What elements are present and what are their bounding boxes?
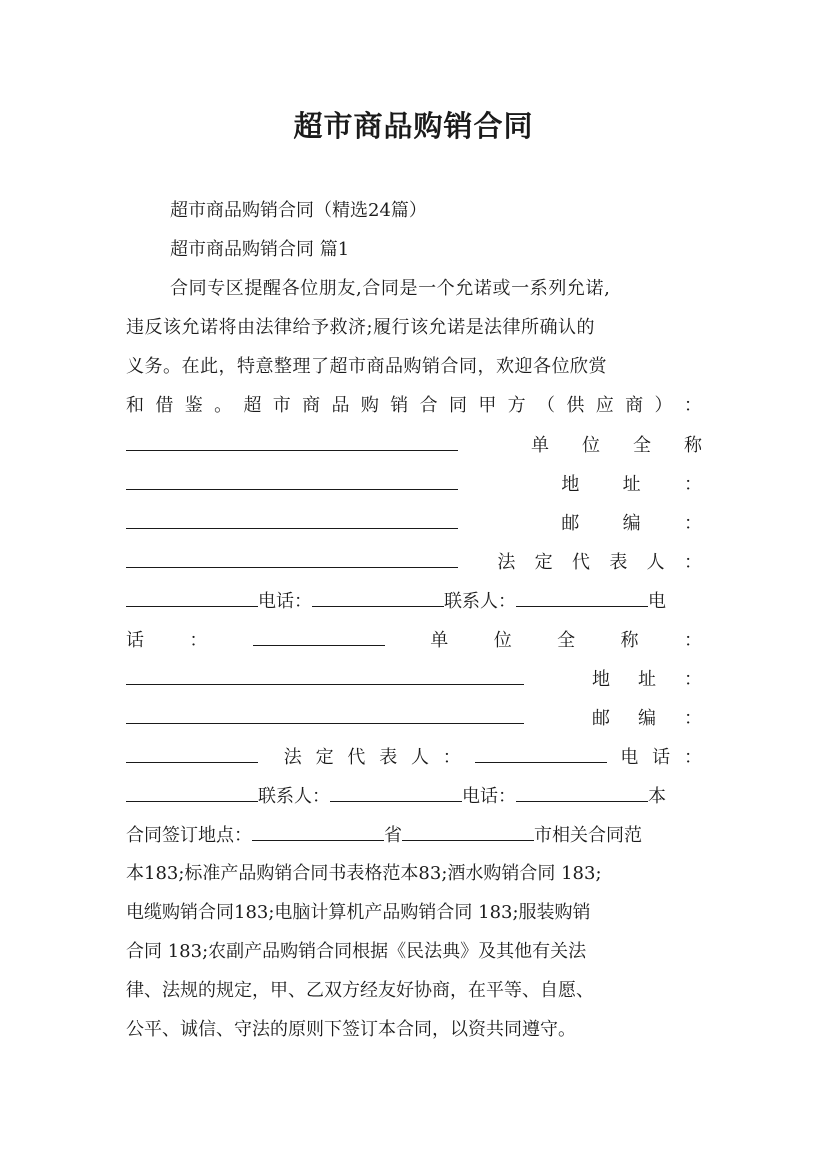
fill-blank[interactable] (252, 820, 384, 841)
char: ： (684, 708, 702, 729)
paragraph-line: 公平、诚信、守法的原则下签订本合同，以资共同遵守。 (126, 1019, 576, 1040)
paragraph-line: 电缆购销合同183;电脑计算机产品购销合同 183;服装购销 (126, 902, 591, 923)
contact-label: 联系人： (258, 786, 330, 807)
fill-blank[interactable] (126, 703, 524, 724)
char: 单 (430, 630, 449, 651)
char: 址 (622, 474, 641, 495)
fill-blank[interactable] (330, 781, 462, 802)
phone-label: 电话： (462, 786, 516, 807)
char: 表 (379, 747, 398, 768)
char: ： (684, 669, 702, 690)
char: （ (537, 395, 556, 416)
paragraph-line: 律、法规的规定，甲、乙双方经友好协商，在平等、自愿、 (126, 980, 594, 1001)
document-title: 超市商品购销合同 (293, 109, 534, 143)
fill-blank[interactable] (312, 586, 444, 607)
form-line-address (126, 469, 702, 499)
phone-label: 电话： (258, 591, 312, 612)
fill-blank[interactable] (126, 547, 458, 568)
char: ： (683, 747, 702, 768)
char: 邮 (592, 708, 610, 729)
char: 单 (531, 435, 549, 456)
char: 鉴 (184, 395, 203, 416)
section-heading: 超市商品购销合同 篇1 (170, 239, 350, 260)
fill-blank[interactable] (126, 781, 258, 802)
char: 称 (684, 435, 702, 456)
char: 称 (620, 630, 639, 651)
char: 方 (507, 395, 526, 416)
char: 地 (592, 669, 610, 690)
form-line-postcode (126, 508, 702, 538)
char: 人 (410, 747, 429, 768)
char: 品 (331, 395, 350, 416)
char: 址 (638, 669, 656, 690)
form-line-contact-b (126, 781, 702, 811)
form-line-legal-rep (126, 547, 702, 577)
char: 编 (638, 708, 656, 729)
char: ： (683, 630, 702, 651)
form-line-phone-contact (126, 586, 702, 616)
char: 邮 (561, 513, 580, 534)
char: 甲 (478, 395, 497, 416)
char: 销 (390, 395, 409, 416)
fill-blank[interactable] (126, 508, 458, 529)
char: ： (683, 474, 702, 495)
paragraph-line (170, 274, 702, 304)
char: 供 (566, 395, 585, 416)
char: 编 (622, 513, 641, 534)
char: ： (442, 747, 461, 768)
char: 全 (633, 435, 651, 456)
form-line-legal-rep-b (126, 742, 702, 772)
char: 代 (571, 552, 590, 573)
char: 全 (557, 630, 576, 651)
fill-blank[interactable] (126, 586, 258, 607)
char: 合 (419, 395, 438, 416)
fill-blank[interactable] (516, 586, 648, 607)
contact-label: 联系人： (444, 591, 516, 612)
char: 商 (625, 395, 644, 416)
char: 市 (272, 395, 291, 416)
fill-blank[interactable] (402, 820, 534, 841)
char: 同 (448, 395, 467, 416)
char: 本 (648, 786, 666, 807)
fill-blank[interactable] (126, 430, 458, 451)
fill-blank[interactable] (516, 781, 648, 802)
fill-blank[interactable] (475, 742, 607, 763)
char: 话 (126, 630, 144, 651)
char: 商 (302, 395, 321, 416)
char: 借 (155, 395, 174, 416)
char: ： (683, 395, 702, 416)
fill-blank[interactable] (126, 469, 458, 490)
fill-blank[interactable] (253, 625, 385, 646)
paragraph-line: 合同 183;农副产品购销合同根据《民法典》及其他有关法 (126, 941, 587, 962)
char: ） (654, 395, 673, 416)
sign-place-label: 合同签订地点： (126, 825, 252, 846)
char: 人 (646, 552, 665, 573)
subtitle-line: 超市商品购销合同（精选24篇） (170, 200, 427, 221)
char: 应 (595, 395, 614, 416)
char: 位 (493, 630, 512, 651)
fill-blank[interactable] (126, 742, 258, 763)
province-label: 省 (384, 825, 402, 846)
char: 位 (582, 435, 600, 456)
char: 地 (561, 474, 580, 495)
char: 法 (497, 552, 516, 573)
paragraph-text: 合同专区提醒各位朋友,合同是一个允诺或一系列允诺, (170, 278, 611, 299)
char: 表 (609, 552, 628, 573)
city-label: 市相关合同范 (534, 825, 642, 846)
char: ： (683, 552, 702, 573)
char: 电 (648, 591, 666, 612)
char: 购 (360, 395, 379, 416)
char: 话 (652, 747, 671, 768)
form-line-sign-place (126, 820, 702, 850)
char: ： (683, 513, 702, 534)
char: 定 (315, 747, 334, 768)
char: 。 (214, 395, 233, 416)
paragraph-line: 本183;标准产品购销合同书表格范本83;酒水购销合同 183; (126, 863, 602, 884)
char: 法 (283, 747, 302, 768)
char: 代 (347, 747, 366, 768)
char: 电 (620, 747, 639, 768)
char: 定 (534, 552, 553, 573)
paragraph-line: 义务。在此，特意整理了超市商品购销合同，欢迎各位欣赏 (126, 356, 607, 377)
char: 超 (243, 395, 262, 416)
char: ： (189, 630, 208, 651)
fill-blank[interactable] (126, 664, 524, 685)
form-line-postcode-b (126, 703, 702, 733)
form-line-unit-name-b (126, 625, 702, 655)
char: 和 (126, 395, 144, 416)
form-line-address-b (126, 664, 702, 694)
form-line-unit-name (126, 430, 702, 460)
paragraph-line (126, 391, 702, 421)
paragraph-line: 违反该允诺将由法律给予救济;履行该允诺是法律所确认的 (126, 317, 596, 338)
